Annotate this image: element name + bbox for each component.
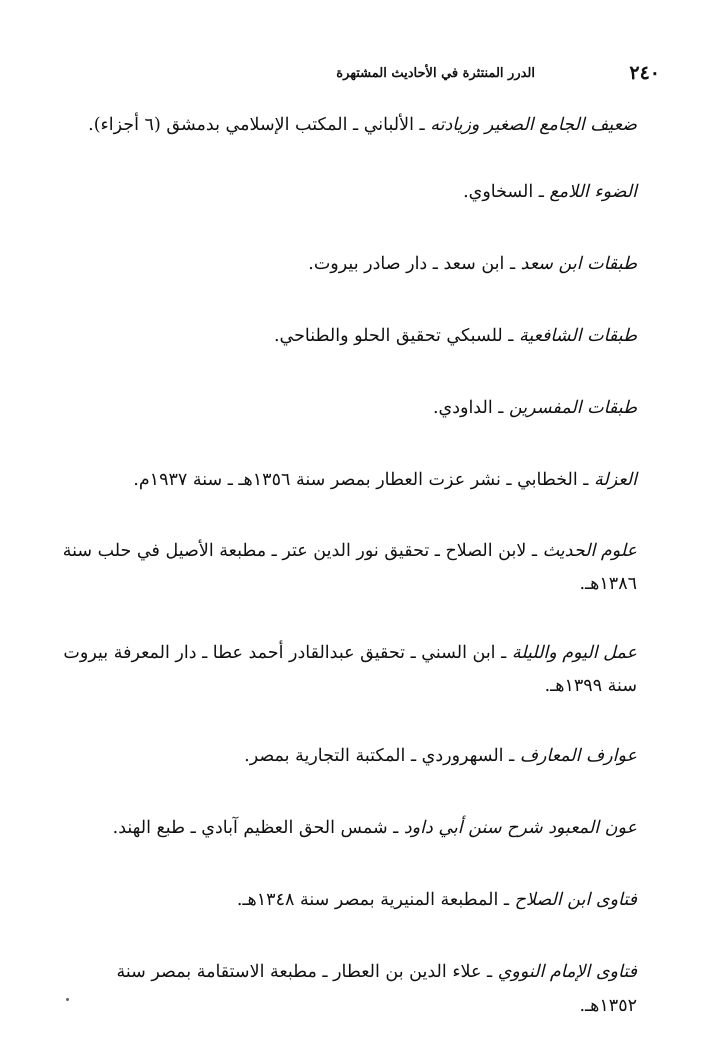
entry-details: ـ السخاوي.	[463, 182, 550, 202]
bibliography-entry	[62, 391, 637, 425]
bibliography-entry	[62, 319, 637, 353]
bibliography-entry	[62, 247, 637, 281]
running-title: الدرر المنتثرة في الأحاديث المشتهرة	[336, 66, 535, 81]
entry-details: ـ الألباني ـ المكتب الإسلامي بدمشق (٦ أجزاء).	[88, 115, 431, 135]
bibliography-entry	[62, 637, 637, 703]
bibliography-entry	[62, 175, 637, 209]
entry-details: ـ المطبعة المنيرية بمصر سنة ١٣٤٨هـ.	[236, 890, 515, 910]
entry-title: علوم الحديث	[542, 541, 637, 561]
entry-details: ـ للسبكي تحقيق الحلو والطناحي.	[273, 326, 519, 346]
bibliography-entry	[62, 463, 637, 497]
entry-details: ـ علاء الدين بن العطار ـ مطبعة الاستقامة بمصر سنة ١٣٥٢هـ.	[116, 962, 637, 1016]
entry-title: فتاوى الإمام النووي	[497, 962, 637, 982]
entry-title: عوارف المعارف	[519, 746, 637, 766]
page-number: ٢٤٠	[629, 62, 660, 84]
entry-title: العزلة	[593, 470, 637, 490]
entry-title: طبقات المفسرين	[508, 398, 637, 418]
page-header	[60, 62, 660, 86]
entry-details: ـ ابن السني ـ تحقيق عبدالقادر أحمد عطا ـ دار المعرفة بيروت سنة ١٣٩٩هـ.	[63, 643, 637, 696]
entry-title: عون المعبود شرح سنن أبي داود	[403, 818, 637, 838]
bibliography-entry	[62, 955, 637, 1023]
scan-speck	[66, 998, 69, 1001]
entry-title: فتاوى ابن الصلاح	[514, 890, 637, 910]
entry-details: ـ شمس الحق العظيم آبادي ـ طبع الهند.	[112, 818, 404, 838]
entry-details: ـ الخطابي ـ نشر عزت العطار بمصر سنة ١٣٥٦هـ ـ سنة ١٩٣٧م.	[133, 470, 594, 490]
entry-title: طبقات ابن سعد	[520, 254, 637, 274]
bibliography-entry	[62, 108, 637, 142]
bibliography-entry	[62, 739, 637, 773]
entry-details: ـ ابن سعد ـ دار صادر بيروت.	[308, 254, 521, 274]
entry-details: ـ الداودي.	[432, 398, 509, 418]
entry-details: ـ السهروردي ـ المكتبة التجارية بمصر.	[244, 746, 520, 766]
entry-details: ـ لابن الصلاح ـ تحقيق نور الدين عتر ـ مطبعة الأصيل في حلب سنة ١٣٨٦هـ.	[62, 541, 637, 594]
bibliography-entry	[62, 811, 637, 845]
entry-title: الضوء اللامع	[549, 182, 637, 202]
entry-title: عمل اليوم والليلة	[511, 643, 637, 663]
bibliography-list	[62, 108, 637, 1023]
bibliography-entry	[62, 883, 637, 917]
entry-title: ضعيف الجامع الصغير وزيادته	[430, 115, 637, 135]
bibliography-entry	[62, 535, 637, 601]
entry-title: طبقات الشافعية	[518, 326, 637, 346]
